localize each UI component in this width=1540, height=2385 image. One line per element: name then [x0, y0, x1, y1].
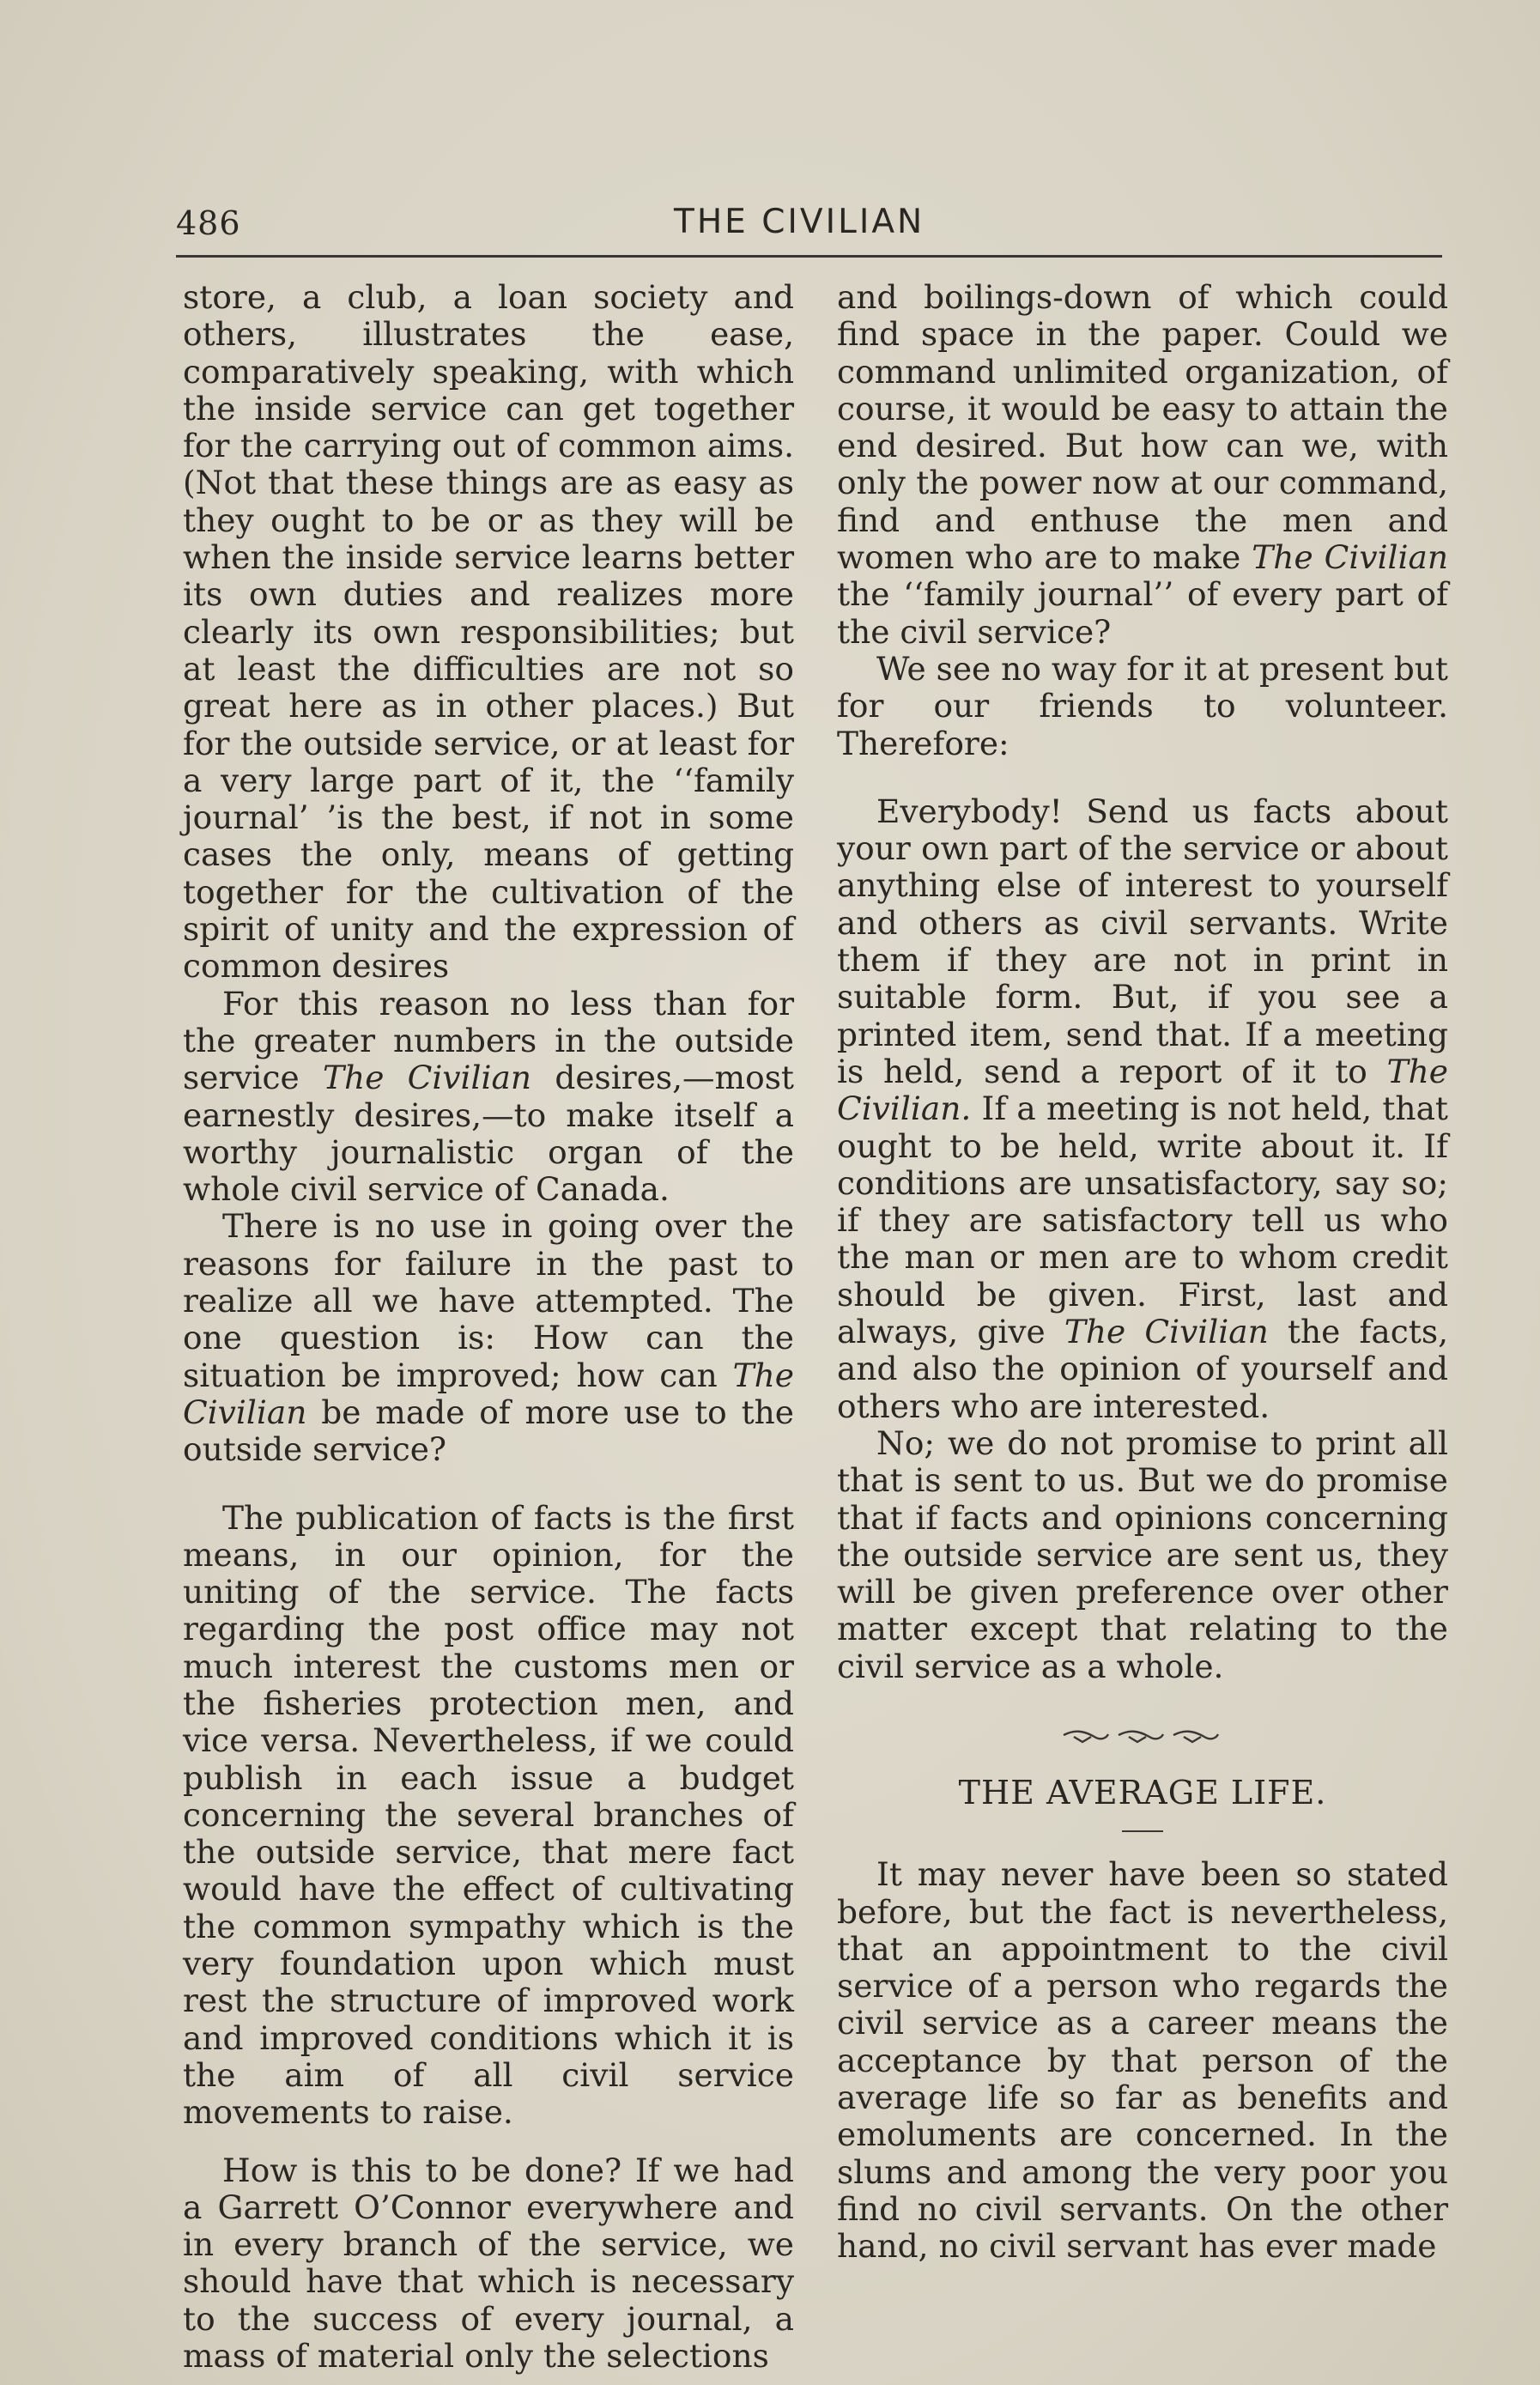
paragraph: No; we do not promise to print all that is sent to us. But we do promise that if facts and opinions concerning the outside service are sent us, they will be given preference over other matter except that relating to the civil service as a whole. — [837, 1423, 1448, 1685]
section-title: THE AVERAGE LIFE. — [958, 1773, 1327, 1812]
section-ornament — [837, 1720, 1448, 1745]
running-title: THE CIVILIAN — [674, 203, 925, 241]
paragraph: We see no way for it at present but for our friends to volunteer. Therefore: — [837, 649, 1448, 762]
page-header — [176, 197, 1446, 249]
ornament-icon — [1057, 1727, 1228, 1749]
page-number: 486 — [176, 204, 241, 242]
paragraph: How is this to be done? If we had a Garrett O’Connor everywhere and in every branch of the service, we should have that which is necessary to the success of every journal, a mass of material only the selections — [183, 2151, 794, 2376]
header-rule — [176, 255, 1442, 258]
paragraph: There is no use in going over the reasons for failure in the past to realize all we have attempted. The one question is: How can the situation be improved; how can The Civilian be made of more use to the outside service? — [183, 1207, 794, 1469]
paragraph: The publication of facts is the first means, in our opinion, for the uniting of the service. The facts regarding the post office may not much interest the customs men or the fisheries protection men, and vice versa. Nevertheless, if we could publish in each issue a budget concerning the several branches of the outside service, that mere fact would have the effect of cultivating the common sympathy which is the very foundation upon which must rest the structure of improved work and improved conditions which it is the aim of all civil service movements to raise. — [183, 1498, 794, 2132]
title-dash — [1122, 1830, 1163, 1832]
right-column — [837, 279, 1448, 2266]
paragraph: Everybody! Send us facts about your own part of the service or about anything else of interest to yourself and others as civil servants. Write them if they are not in print in suitable form. But, if you see a printed item, send that. If a meeting is held, send a report of it to The Civilian. If a meeting is not held, that ought to be held, write about it. If conditions are unsatisfactory, say so; if they are satisfactory tell us who the man or men are to whom credit should be given. First, last and always, give The Civilian the facts, and also the opinion of yourself and others who are interested. — [837, 792, 1448, 1425]
paragraph: and boilings-down of which could find space in the paper. Could we command unlimited organization, of course, it would be easy to attain the end desired. But how can we, with only the power now at our command, find and enthuse the men and women who are to make The Civilian the ‘‘family journal’’ of every part of the civil service? — [837, 278, 1448, 651]
paragraph: store, a club, a loan society and others, illustrates the ease, comparatively speaking, with which the inside service can get together for the carrying out of common aims. (Not that these things are as easy as they ought to be or as they will be when the inside service learns better its own duties and realizes more clearly its own responsibilities; but at least the difficulties are not so great here as in other places.) But for the outside service, or at least for a very large part of it, the ‘‘family journal’ ’is the best, if not in some cases the only, means of getting together for the cultivation of the spirit of unity and the expression of common desires — [183, 278, 794, 986]
paragraph: It may never have been so stated before, but the fact is nevertheless, that an appointment to the civil service of a person who regards the civil service as a career means the acceptance by that person of the average life so far as benefits and emoluments are concerned. In the slums and among the very poor you find no civil servants. On the other hand, no civil servant has ever made — [837, 1855, 1448, 2266]
left-column — [183, 279, 794, 2375]
paragraph: For this reason no less than for the greater numbers in the outside service The Civilian desires,—most earnestly desires,—to make itself a worthy journalistic organ of the whole civil service of Canada. — [183, 984, 795, 1209]
